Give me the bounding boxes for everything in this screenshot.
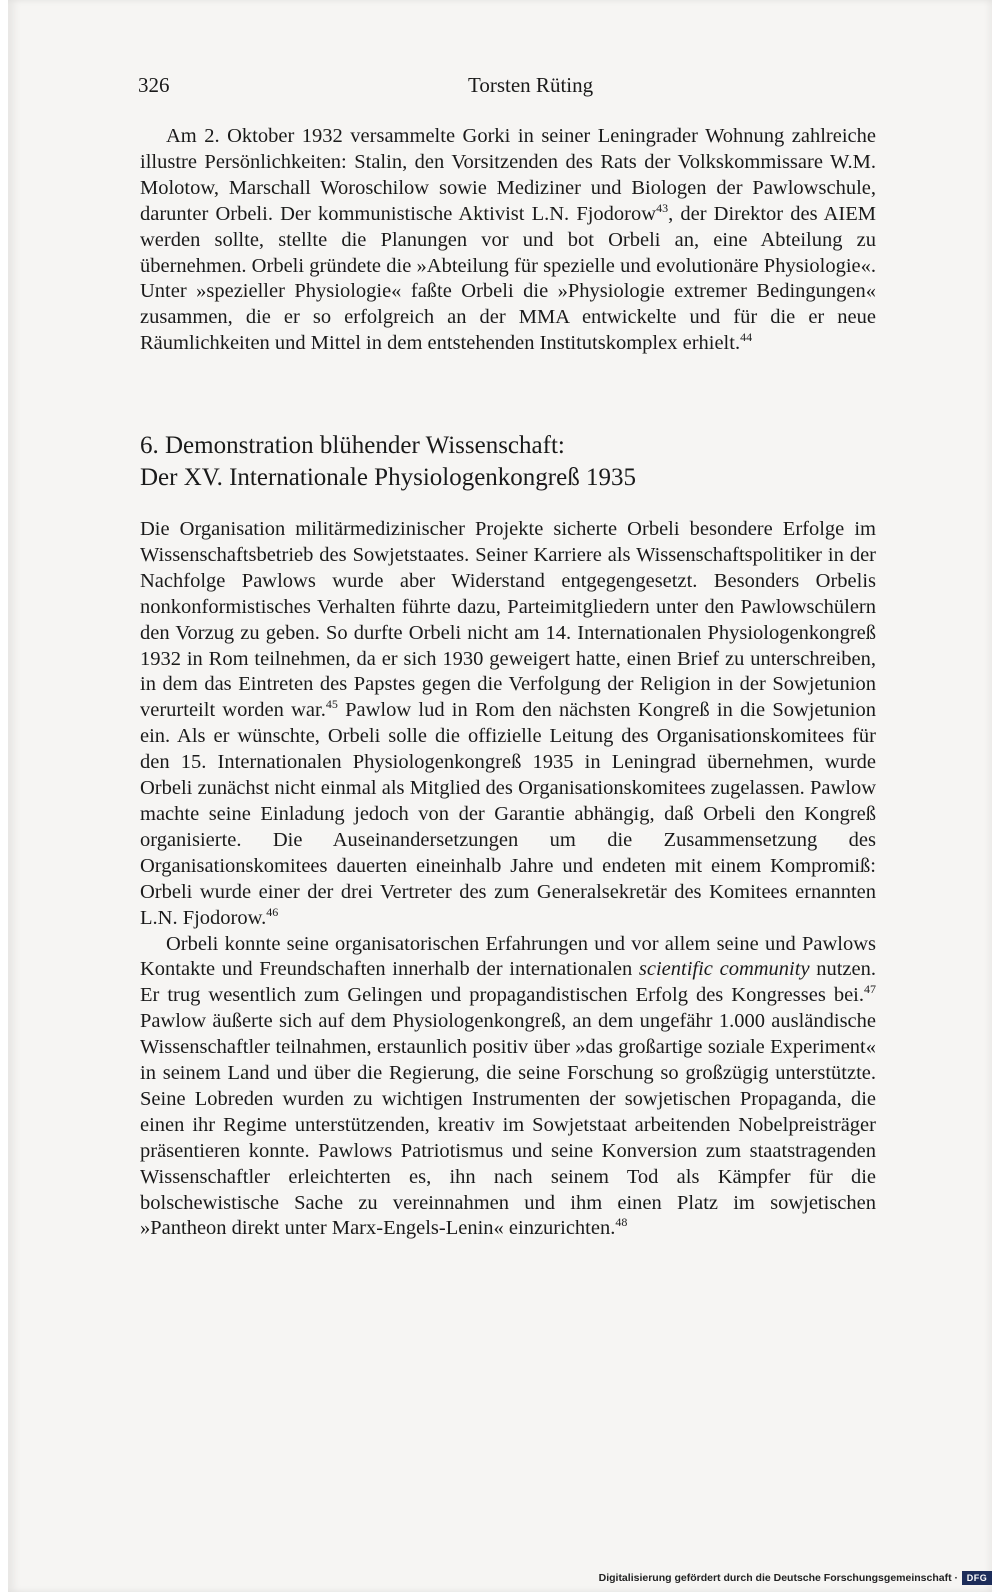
paragraph [140,932,876,1243]
footnote-ref-48: 48 [615,1215,628,1230]
footnote-ref-46: 46 [266,904,279,919]
credit-text: Digitalisierung gefördert durch die Deutsche Forschungsgemeinschaft · [598,1572,958,1584]
section-heading-line-2: Der XV. Internationale Physiologenkongreß 1935 [140,464,636,491]
running-head-author: Torsten Rüting [468,73,594,97]
paragraph [140,517,876,932]
section-heading-line-1: 6. Demonstration blühender Wissenschaft: [140,432,565,459]
footnote-ref-43: 43 [656,200,669,215]
footnote-ref-47: 47 [864,982,876,997]
italic-term: scientific community [638,958,810,981]
paragraph-block-2 [140,517,876,1242]
page-number: 326 [138,73,170,97]
digitization-credit [599,1570,992,1586]
dfg-logo: DFG [962,1571,992,1585]
paragraph-text: Pawlow äußerte sich auf dem Physiologenkongreß, an dem ungefähr 1.000 ausländische Wissenschaftler teilnahmen, erstaunlich positiv über »das großartige soziale Experiment« in seinem Land und über die Regierung, die seine Forschung so großzügig unterstützte. Seine Lobreden wurden zu wichtigen Instrumenten der sowjetischen Propaganda, die einen ihr Regime unterstützenden, kreativ im Sowjetstaat arbeitenden Nobelpreisträger präsentieren konnte. Pawlows Patriotismus und seine Konversion zum staatstragenden Wissenschaftler erleichterten es, ihn nach seinem Tod als Kämpfer für die bolschewistische Sache zu vereinnahmen und ihm einen Platz im sowjetischen »Pantheon direkt unter Marx-Engels-Lenin« einzurichten. [140,1010,876,1240]
footnote-ref-44: 44 [740,330,753,345]
paragraph-block-1 [140,124,876,357]
footnote-ref-45: 45 [325,697,338,712]
book-page [8,0,992,1592]
paragraph-text: Orbeli konnte seine organisatorischen Erfahrungen und vor allem seine und Pawlows Kontakte und Freundschaften innerhalb der internationalen [140,932,876,981]
paragraph-text: Die Organisation militärmedizinischer Projekte sicherte Orbeli besondere Erfolge im Wissenschaftsbetrieb des Sowjetstaates. Seiner Karriere als Wissenschaftspolitiker in der Nachfolge Pawlows wurde aber Widerstand entgegengesetzt. Besonders Orbelis nonkonformistisches Verhalten führte dazu, Parteimitgliedern unter den Pawlowschülern den Vorzug zu geben. So durfte Orbeli nicht am 14. Internationalen Physiologenkongreß 1932 in Rom teilnehmen, da er sich 1930 geweigert hatte, einen Brief zu unterschreiben, in dem das Eintreten des Papstes gegen die Verfolgung der Religion in der Sowjetunion verurteilt worden war. [140,518,876,722]
section-heading [140,430,876,494]
running-head [138,70,878,100]
paragraph [140,124,876,357]
paragraph-text: Am 2. Oktober 1932 versammelte Gorki in seiner Leningrader Wohnung zahlreiche illustre Persönlichkeiten: Stalin, den Vorsitzenden des Rats der Volkskommissare W.M. Molotow, Marschall Woroschilow sowie Mediziner und Biologen der Pawlowschule, darunter Orbeli. Der kommunistische Aktivist L.N. Fjodorow [140,125,876,225]
paragraph-text: , der Direktor des AIEM werden sollte, stellte die Planungen vor und bot Orbeli an, eine Abteilung zu übernehmen. Orbeli gründete die »Abteilung für spezielle und evolutionäre Physiologie«. Unter »spezieller Physiologie« faßte Orbeli die »Physiologie extremer Bedingungen« zusammen, die er so erfolgreich an der MMA entwickelte und für die er neue Räumlichkeiten und Mittel in dem entstehenden Institutskomplex erhielt. [140,202,876,355]
paragraph-text: nutzen. Er trug wesentlich zum Gelingen und propagandistischen Erfolg des Kongresses bei. [140,958,876,1007]
paragraph-text: Pawlow lud in Rom den nächsten Kongreß in die Sowjetunion ein. Als er wünschte, Orbeli solle die offizielle Leitung des Organisationskomitees für den 15. Internationalen Physiologenkongreß 1935 in Leningrad übernehmen, wurde Orbeli zunächst nicht einmal als Mitglied des Organisationskomitees zugelassen. Pawlow machte seine Einladung jedoch von der Garantie abhängig, daß Orbeli den Kongreß organisierte. Die Auseinandersetzungen um die Zusammensetzung des Organisationskomitees dauerten eineinhalb Jahre und endeten mit einem Kompromiß: Orbeli wurde einer der drei Vertreter des zum Generalsekretär des Komitees ernannten L.N. Fjodorow. [140,699,876,929]
